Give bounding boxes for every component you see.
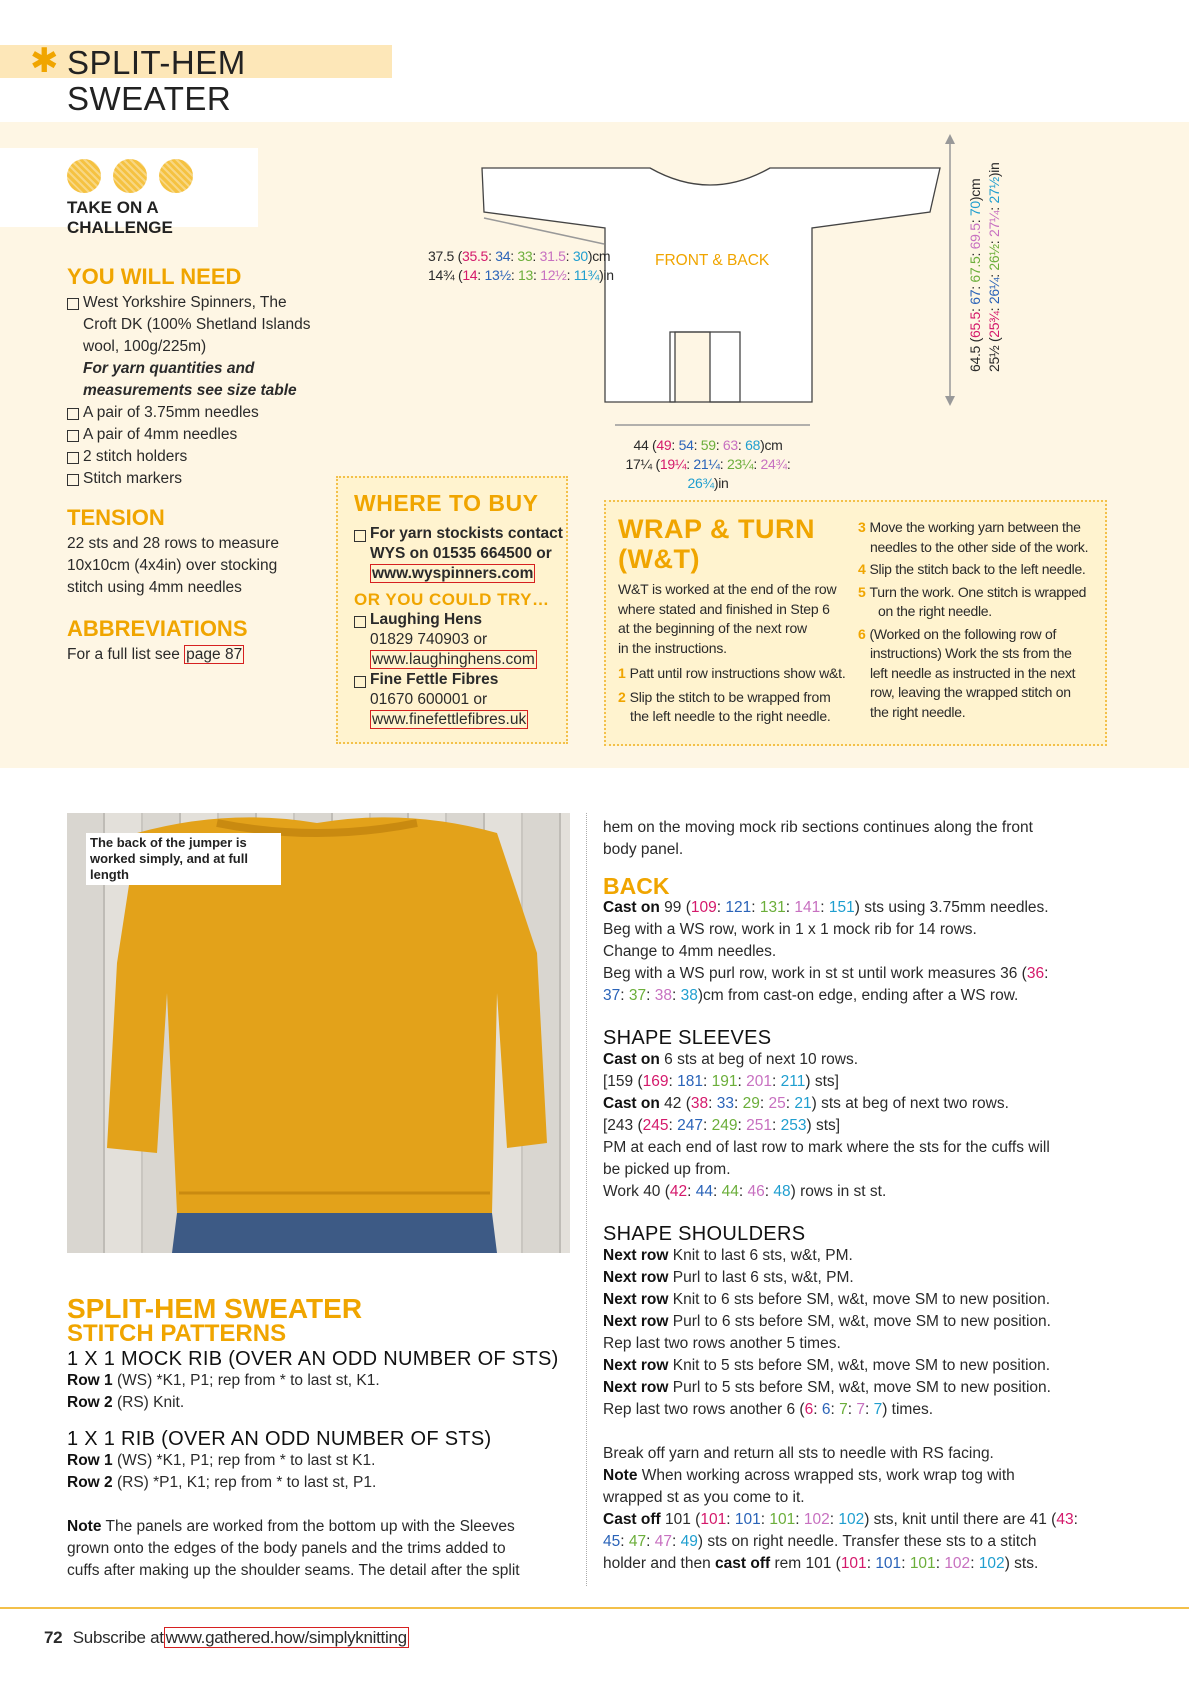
- shape-shoulders-heading: SHAPE SHOULDERS: [603, 1223, 806, 1245]
- pattern-title: SPLIT-HEM SWEATER: [67, 1293, 363, 1324]
- step-5: 5 Turn the work. One stitch is wrapped on the right needle.: [858, 583, 1087, 619]
- page-title: SPLIT-HEM SWEATER: [67, 44, 246, 117]
- wrap-turn-heading: WRAP & TURN (W&T): [618, 514, 815, 574]
- abbreviations-heading: ABBREVIATIONS: [67, 616, 248, 641]
- yarn-ball-icon: [113, 159, 147, 193]
- garment-diagram: [380, 130, 1040, 440]
- checkbox-icon: [354, 616, 366, 628]
- difficulty-label: TAKE ON A CHALLENGE: [67, 198, 173, 237]
- tension-heading: TENSION: [67, 505, 165, 530]
- column-divider: [586, 813, 588, 1586]
- wrap-turn-box: [604, 500, 1107, 746]
- footer-text: Subscribe at: [72, 1628, 164, 1647]
- page-number: 72: [44, 1628, 63, 1647]
- instructions-column: hem on the moving mock rib sections continues along the front body panel. BACK Cast on 99 (109: 121: 131: 141: 151) sts using 3.75mm needles. Beg with a WS row, work in 1 x 1 mock rib for 14 rows. Change to 4mm needles. Beg with a WS purl row, work in st st until work measures 36 (36: 37: 37: 38: 38)cm from cast-on edge, ending after a WS row. SHAPE SLEEVES Cast on 6 sts at beg of next 10 rows. [159 (169: 181: 191: 201: 211) sts] Cast on 42 (38: 33: 29: 25: 21) sts at beg of next two rows. [243 (245: 247: 249: 251: 253) sts] PM at each end of last row to mark where the sts for the cuffs will be picked up from. Work 40 (42: 44: 44: 46: 48) rows in st st. SHAPE SHOULDERS Next row Knit to last 6 sts, w&t, PM. Next row Purl to last 6 sts, w&t, PM. Next row Knit to 6 sts before SM, w&t, move SM to new position. Next row Purl to 6 sts before SM, w&t, move SM to new position. Rep last two rows another 5 times. Next row Knit to 5 sts before SM, w&t, move SM to new position. Next row Purl to 5 sts before SM, w&t, move SM to new position. Rep last two rows another 6 (6: 6: 7: 7: 7) times. Break off yarn and return all sts to needle with RS facing. Note When working across wrapped sts, work wrap tog with wrapped st as you come to it. Cast off 101 (101: 101: 101: 102: 102) sts, knit until there are 41 (43: 45: 47: 47: 49) sts on right needle. Transfer these sts to a stitch holder and then cast off rem 101 (101: 101: 101: 102: 102) sts.: [603, 817, 1113, 1575]
- checkbox-icon: [354, 530, 366, 542]
- checkbox-icon: [67, 452, 79, 464]
- diagram-label: FRONT & BACK: [655, 252, 770, 269]
- photo-caption: The back of the jumper is worked simply, and at full length: [86, 833, 281, 885]
- checkbox-icon: [354, 676, 366, 688]
- length-measurement: 64.5 (65.5: 67: 67.5: 69.5: 70)cm 25½ (25¾: 26¼: 26½: 27¼: 27½)in: [967, 162, 1002, 372]
- list-item: Stitch markers: [67, 468, 327, 490]
- step-2: 2 Slip the stitch to be wrapped from the left needle to the right needle.: [618, 688, 831, 724]
- step-3: 3 Move the working yarn between the needles to the other side of the work.: [858, 519, 1089, 555]
- checkbox-icon: [67, 408, 79, 420]
- arrow-down-icon: [945, 396, 955, 406]
- laughinghens-link[interactable]: www.laughinghens.com: [372, 651, 535, 668]
- footer-rule: [0, 1607, 1189, 1609]
- note-text: Note The panels are worked from the bottom up with the Sleeves grown onto the edges of the body panels and the trims added to cuffs after making up the shoulder seams. The detail after the split: [67, 1518, 520, 1579]
- checkbox-icon: [67, 430, 79, 442]
- difficulty-badge: [0, 148, 258, 237]
- mock-rib-heading: 1 X 1 MOCK RIB (OVER AN ODD NUMBER OF STS): [67, 1348, 559, 1370]
- list-item: A pair of 4mm needles: [67, 424, 327, 446]
- where-to-buy-box: WHERE TO BUY For yarn stockists contact WYS on 01535 664500 or www.wyspinners.com OR YOU COULD TRY… Laughing Hens 01829 740903 or www.laughinghens.com Fine Fettle Fibres 01670 600001 or www.finefettlefibres.uk: [336, 476, 568, 744]
- you-will-need-section: [67, 264, 327, 490]
- wyspinners-link[interactable]: www.wyspinners.com: [372, 565, 534, 582]
- page-87-link[interactable]: page 87: [186, 646, 243, 663]
- list-item: 2 stitch holders: [67, 446, 327, 468]
- where-to-buy-heading: WHERE TO BUY: [354, 490, 539, 516]
- finefettle-link[interactable]: www.finefettlefibres.uk: [372, 711, 527, 728]
- list-item: A pair of 3.75mm needles: [67, 402, 327, 424]
- width-measurement: 44 (49: 54: 59: 63: 68)cm 17¼ (19¼: 21¼: 23¼: 24¾: 26¾)in: [625, 437, 791, 491]
- list-item: West Yorkshire Spinners, The Croft DK (100% Shetland Islands wool, 100g/225m) For yarn quantities and measurements see size table: [67, 292, 327, 402]
- stitch-patterns-section: SPLIT-HEM SWEATER STITCH PATTERNS 1 X 1 MOCK RIB (OVER AN ODD NUMBER OF STS) Row 1 (WS) *K1, P1; rep from * to last st, K1. Row 2 (RS) Knit. 1 X 1 RIB (OVER AN ODD NUMBER OF STS) Row 1 (WS) *K1, P1; rep from * to last st K1. Row 2 (RS) *P1, K1; rep from * to last st, P1. Note The panels are worked from the bottom up with the Sleeves grown onto the edges of the body panels and the trims added to cuffs after making up the shoulder seams. The detail after the split: [67, 1296, 572, 1582]
- sleeve-measurement: 37.5 (35.5: 34: 33: 31.5: 30)cm 14¾ (14: 13½: 13: 12½: 11¾)in: [428, 248, 614, 283]
- checkbox-icon: [67, 474, 79, 486]
- sweater-outline: [482, 168, 940, 402]
- footer: [44, 1628, 409, 1648]
- subscribe-link[interactable]: www.gathered.how/simplyknitting: [165, 1628, 407, 1647]
- rib-heading: 1 X 1 RIB (OVER AN ODD NUMBER OF STS): [67, 1428, 492, 1450]
- checkbox-icon: [67, 298, 79, 310]
- tension-section: TENSION 22 sts and 28 rows to measure 10x10cm (4x4in) over stocking stitch using 4mm needles: [67, 505, 327, 599]
- wrap-turn-steps: [858, 518, 1098, 722]
- shape-sleeves-heading: SHAPE SLEEVES: [603, 1027, 772, 1049]
- back-heading: BACK: [603, 873, 670, 899]
- step-6: 6 (Worked on the following row of instructions) Work the sts from the left needle as instructed in the next row, leaving the wrapped stitch on the right needle.: [858, 625, 1076, 720]
- yarn-ball-icon: [159, 159, 193, 193]
- step-1: 1 Patt until row instructions show w&t.: [618, 665, 846, 681]
- page-header: [0, 42, 392, 117]
- you-will-need-heading: YOU WILL NEED: [67, 264, 242, 289]
- step-4: 4 Slip the stitch back to the left needle.: [858, 561, 1086, 577]
- wrap-turn-intro: W&T is worked at the end of the row where stated and finished in Step 6 at the beginning of the next row in the instructions. 1 Patt until row instructions show w&t. 2 Slip the stitch to be wrapped from the left needle to the right needle.: [618, 580, 858, 727]
- pattern-subtitle: STITCH PATTERNS: [67, 1320, 287, 1347]
- alt-heading: OR YOU COULD TRY…: [354, 590, 550, 609]
- arrow-up-icon: [945, 134, 955, 144]
- yarn-ball-icon: [67, 159, 101, 193]
- asterisk-icon: ✱: [30, 42, 59, 80]
- abbreviations-section: ABBREVIATIONS For a full list see page 87: [67, 616, 327, 666]
